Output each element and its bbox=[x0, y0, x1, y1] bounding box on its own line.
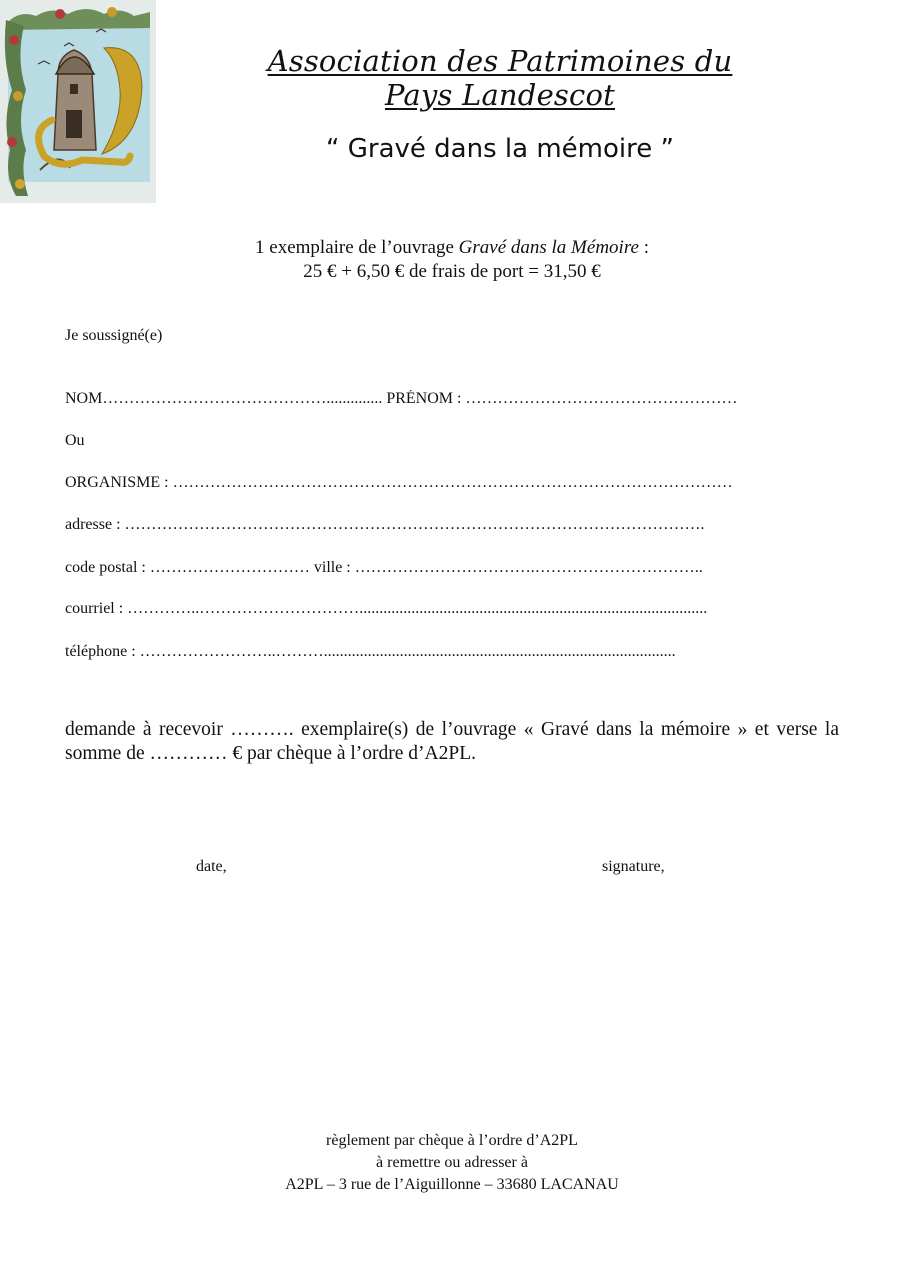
nom-prenom-field[interactable]: NOM…………………………………….............. PRÉNOM : …………………………………………… bbox=[65, 390, 738, 407]
a2pl-logo-windmill-tower-icon bbox=[0, 0, 156, 203]
organisme-field[interactable]: ORGANISME : …………………………………………………………………………………………… bbox=[65, 474, 733, 491]
adresse-field[interactable]: adresse : ………………………………………………………………………………………………. bbox=[65, 516, 705, 533]
date-label: date, bbox=[196, 858, 227, 875]
offer-suffix: : bbox=[638, 237, 649, 258]
book-title-quote: “ Gravé dans la mémoire ” bbox=[326, 134, 674, 164]
association-logo bbox=[0, 0, 156, 203]
footer-line-2: à remettre ou adresser à bbox=[376, 1154, 528, 1171]
offer-book-title: Gravé dans la Mémoire bbox=[458, 237, 639, 258]
offer-block bbox=[120, 236, 784, 284]
offer-prefix: 1 exemplaire de l’ouvrage bbox=[255, 237, 459, 258]
or-label: Ou bbox=[65, 432, 85, 449]
request-statement: demande à recevoir ………. exemplaire(s) de l’ouvrage « Gravé dans la mémoire » et verse la somme de ………… € par chèque à l’ordre d’A2PL. bbox=[65, 719, 839, 764]
association-title: Association des Patrimoines du Pays Landescot bbox=[267, 44, 733, 112]
courriel-field[interactable]: courriel : …………..…………………………....................................................................................... bbox=[65, 600, 708, 617]
payment-footer bbox=[150, 1130, 754, 1196]
offer-line-1 bbox=[120, 236, 784, 260]
offer-price-line: 25 € + 6,50 € de frais de port = 31,50 € bbox=[303, 261, 601, 282]
signature-label: signature, bbox=[602, 858, 665, 875]
footer-line-1: règlement par chèque à l’ordre d’A2PL bbox=[326, 1132, 578, 1149]
telephone-field[interactable]: téléphone : ……………………..………........................................................................................ bbox=[65, 643, 676, 660]
footer-address: A2PL – 3 rue de l’Aiguillonne – 33680 LACANAU bbox=[285, 1176, 619, 1193]
form-intro: Je soussigné(e) bbox=[65, 327, 163, 344]
code-postal-ville-field[interactable]: code postal : ………………………… ville : …………………………….………………………….. bbox=[65, 559, 703, 576]
